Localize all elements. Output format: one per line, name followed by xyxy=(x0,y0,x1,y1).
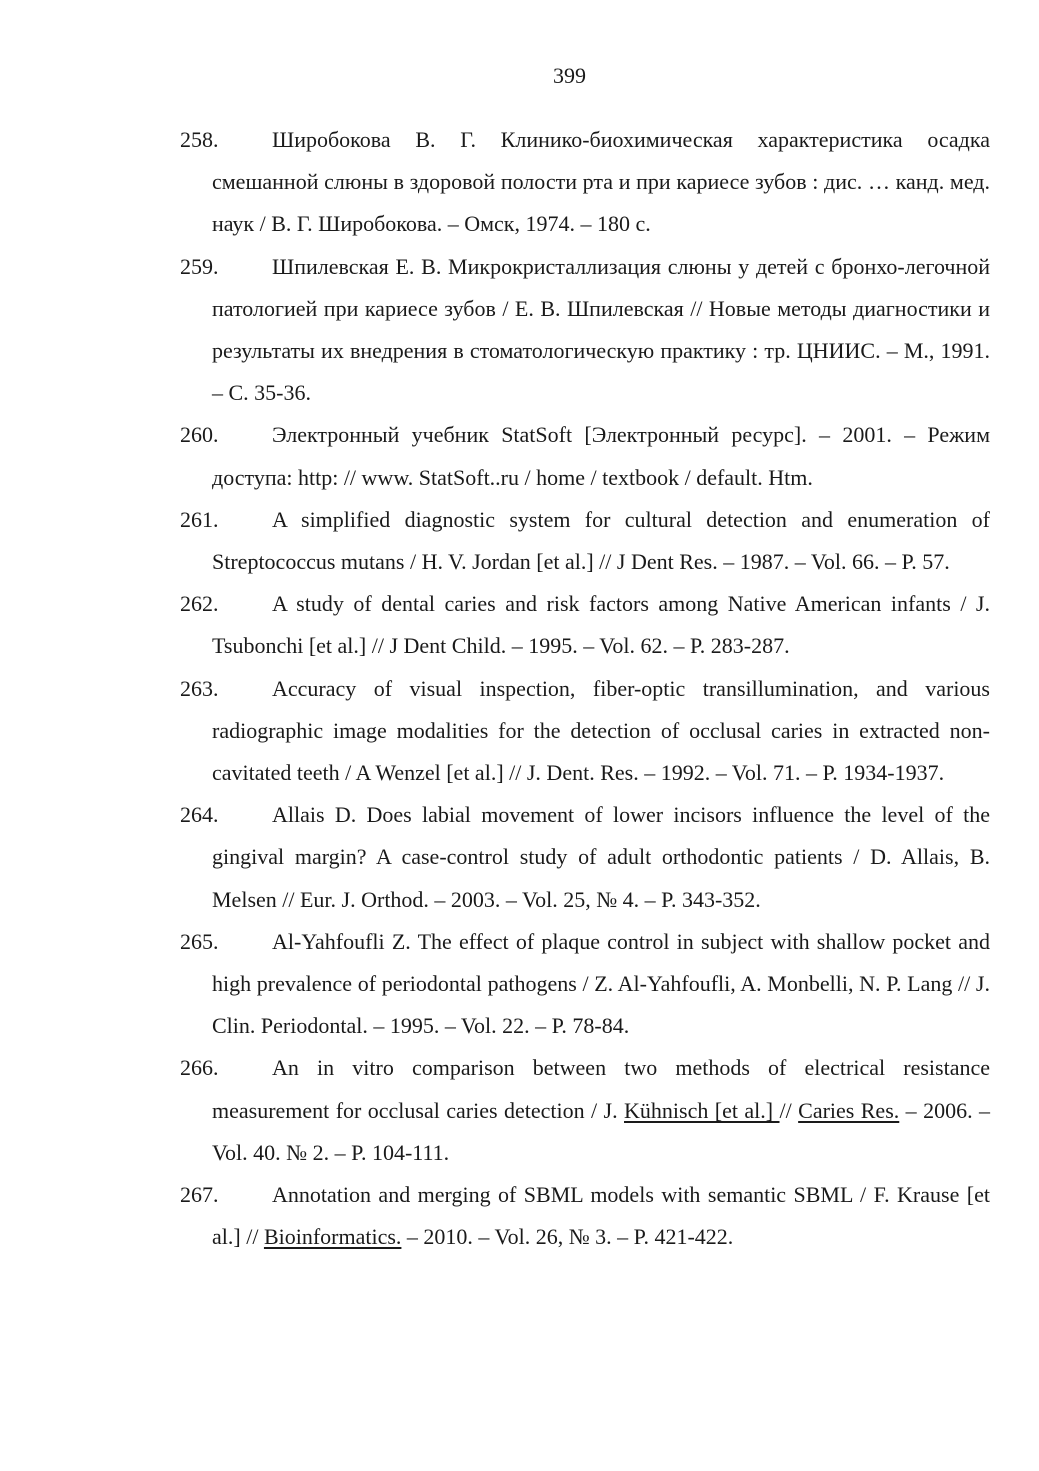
reference-text: Al-Yahfoufli Z. The effect of plaque control in subject with shallow pocket and high prevalence of periodontal pathogens / Z. Al-Yahfoufli, A. Monbelli, N. P. Lang // J. Clin. Periodontal. – 1995. – Vol. 22. – P. 78-84. xyxy=(212,928,990,1039)
reference-number: 266. xyxy=(180,1055,219,1081)
reference-item xyxy=(180,668,990,795)
reference-item xyxy=(180,1174,990,1258)
reference-text-before: Annotation and merging of SBML models with semantic SBML / F. Krause [et al.] // xyxy=(212,1182,990,1250)
reference-number: 258. xyxy=(180,127,219,152)
reference-item xyxy=(180,1047,990,1174)
page-number: 399 xyxy=(553,63,586,88)
reference-text: Электронный учебник StatSoft [Электронный ресурс]. – 2001. – Режим доступа: http: // www. StatSoft..ru / home / textbook / default. Htm. xyxy=(212,422,990,490)
reference-text-middle: // xyxy=(779,1097,799,1123)
reference-list xyxy=(180,119,990,1258)
reference-text: Accuracy of visual inspection, fiber-optic transillumination, and various radiographic image modalities for the detection of occlusal caries in extracted non-cavitated teeth / A Wenzel [et al.] // J. Dent. Res. – 1992. – Vol. 71. – P. 1934-1937. xyxy=(212,675,990,786)
reference-number: 265. xyxy=(180,928,219,954)
underlined-authors: Kühnisch [et al.] xyxy=(624,1097,780,1123)
reference-text: Широбокова В. Г. Клинико-биохимическая характеристика осадка смешанной слюны в здоровой полости рта и при кариесе зубов : дис. … канд. мед. наук / В. Г. Широбокова. – Омск, 1974. – 180 с. xyxy=(212,127,990,237)
reference-text-before: An in vitro comparison between two methods of electrical resistance measurement for occlusal caries detection / J. xyxy=(212,1055,990,1123)
reference-item xyxy=(180,794,990,921)
reference-number: 259. xyxy=(180,253,219,279)
reference-item xyxy=(180,583,990,667)
reference-item xyxy=(180,499,990,583)
reference-number: 267. xyxy=(180,1182,219,1208)
reference-text: Allais D. Does labial movement of lower incisors influence the level of the gingival margin? A case-control study of adult orthodontic patients / D. Allais, B. Melsen // Eur. J. Orthod. – 2003. – Vol. 25, № 4. – P. 343-352. xyxy=(212,802,990,912)
reference-number: 264. xyxy=(180,802,219,828)
reference-text: A study of dental caries and risk factors among Native American infants / J. Tsubonchi [et al.] // J Dent Child. – 1995. – Vol. 62. – P. 283-287. xyxy=(212,591,990,659)
reference-text-after: – 2010. – Vol. 26, № 3. – P. 421-422. xyxy=(401,1224,734,1250)
reference-number: 261. xyxy=(180,506,219,532)
underlined-journal: Bioinformatics. xyxy=(263,1224,402,1250)
reference-text-after: – 2006. – Vol. 40. № 2. – P. 104-111. xyxy=(212,1097,991,1165)
reference-text: A simplified diagnostic system for cultural detection and enumeration of Streptococcus mutans / H. V. Jordan [et al.] // J Dent Res. – 1987. – Vol. 66. – P. 57. xyxy=(212,506,990,575)
reference-item xyxy=(180,414,990,498)
underlined-journal: Caries Res. xyxy=(798,1097,900,1123)
reference-number: 262. xyxy=(180,591,219,617)
reference-number: 263. xyxy=(180,675,219,701)
reference-text: Шпилевская Е. В. Микрокристаллизация слюны у детей с бронхо-легочной патологиeй при кариесе зубов / Е. В. Шпилевская // Новые методы диагностики и результаты их внедрения в стоматологическую практику : тр. ЦНИИС. – М., 1991. – С. 35-36. xyxy=(212,253,990,406)
reference-item xyxy=(180,119,990,246)
reference-item xyxy=(180,246,990,415)
reference-number: 260. xyxy=(180,422,219,448)
reference-item xyxy=(180,921,990,1048)
